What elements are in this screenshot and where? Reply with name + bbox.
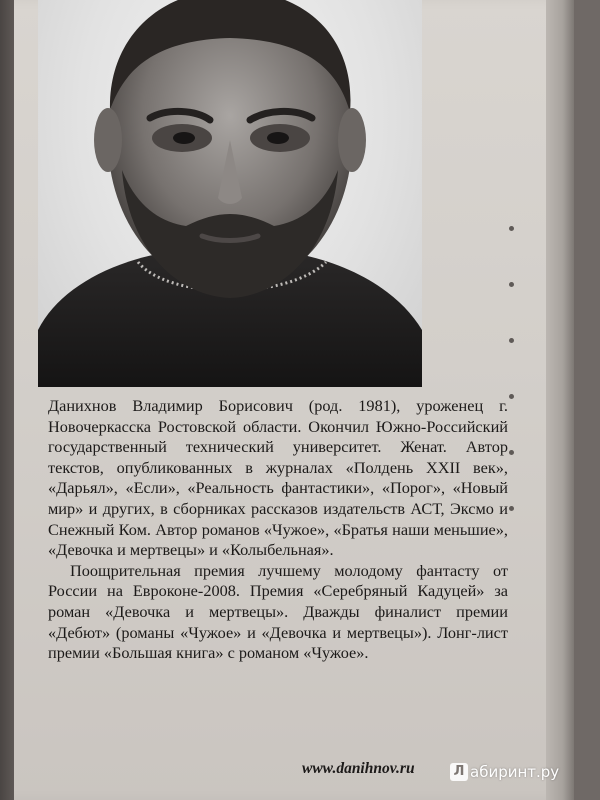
bio-paragraph: Данихнов Владимир Борисович (род. 1981), уроженец г. Новочеркасска Ростовской области. Окончил Южно-Российский государственный технический университет. Женат. Автор текстов, опубликованных в журналах «Полдень XXII век», «Дарьял», «Если», «Реальность фантастики», «Порог», «Новый мир» и других, в сборниках рассказов издательств АСТ, Эксмо и Снежный Ком. Автор романов «Чужое», «Братья наши меньшие», «Девочка и мертвецы» и «Колыбельная».: [48, 396, 508, 560]
page-binding-edge: [546, 0, 574, 800]
author-biography: [48, 396, 508, 664]
watermark-text: абиринт.ру: [470, 763, 560, 781]
author-portrait-illustration: [38, 0, 422, 387]
author-website-url: www.danihnov.ru: [302, 760, 415, 777]
binding-hole: [509, 394, 514, 399]
binding-hole: [509, 338, 514, 343]
binding-hole: [509, 226, 514, 231]
author-portrait-photo: [38, 0, 422, 387]
awards-paragraph: Поощрительная премия лучшему молодому фантасту от России на Евроконе-2008. Премия «Серебряный Кадуцей» за роман «Девочка и мертвецы». Дважды финалист премии «Дебют» (романы «Чужое» и «Девочка и мертвецы»). Лонг-лист премии «Большая книга» с романом «Чужое».: [48, 560, 508, 663]
binding-hole: [509, 450, 514, 455]
labirint-logo-icon: Л: [450, 763, 468, 781]
binding-hole: [509, 282, 514, 287]
binding-hole: [509, 506, 514, 511]
labirint-watermark: [450, 763, 559, 781]
